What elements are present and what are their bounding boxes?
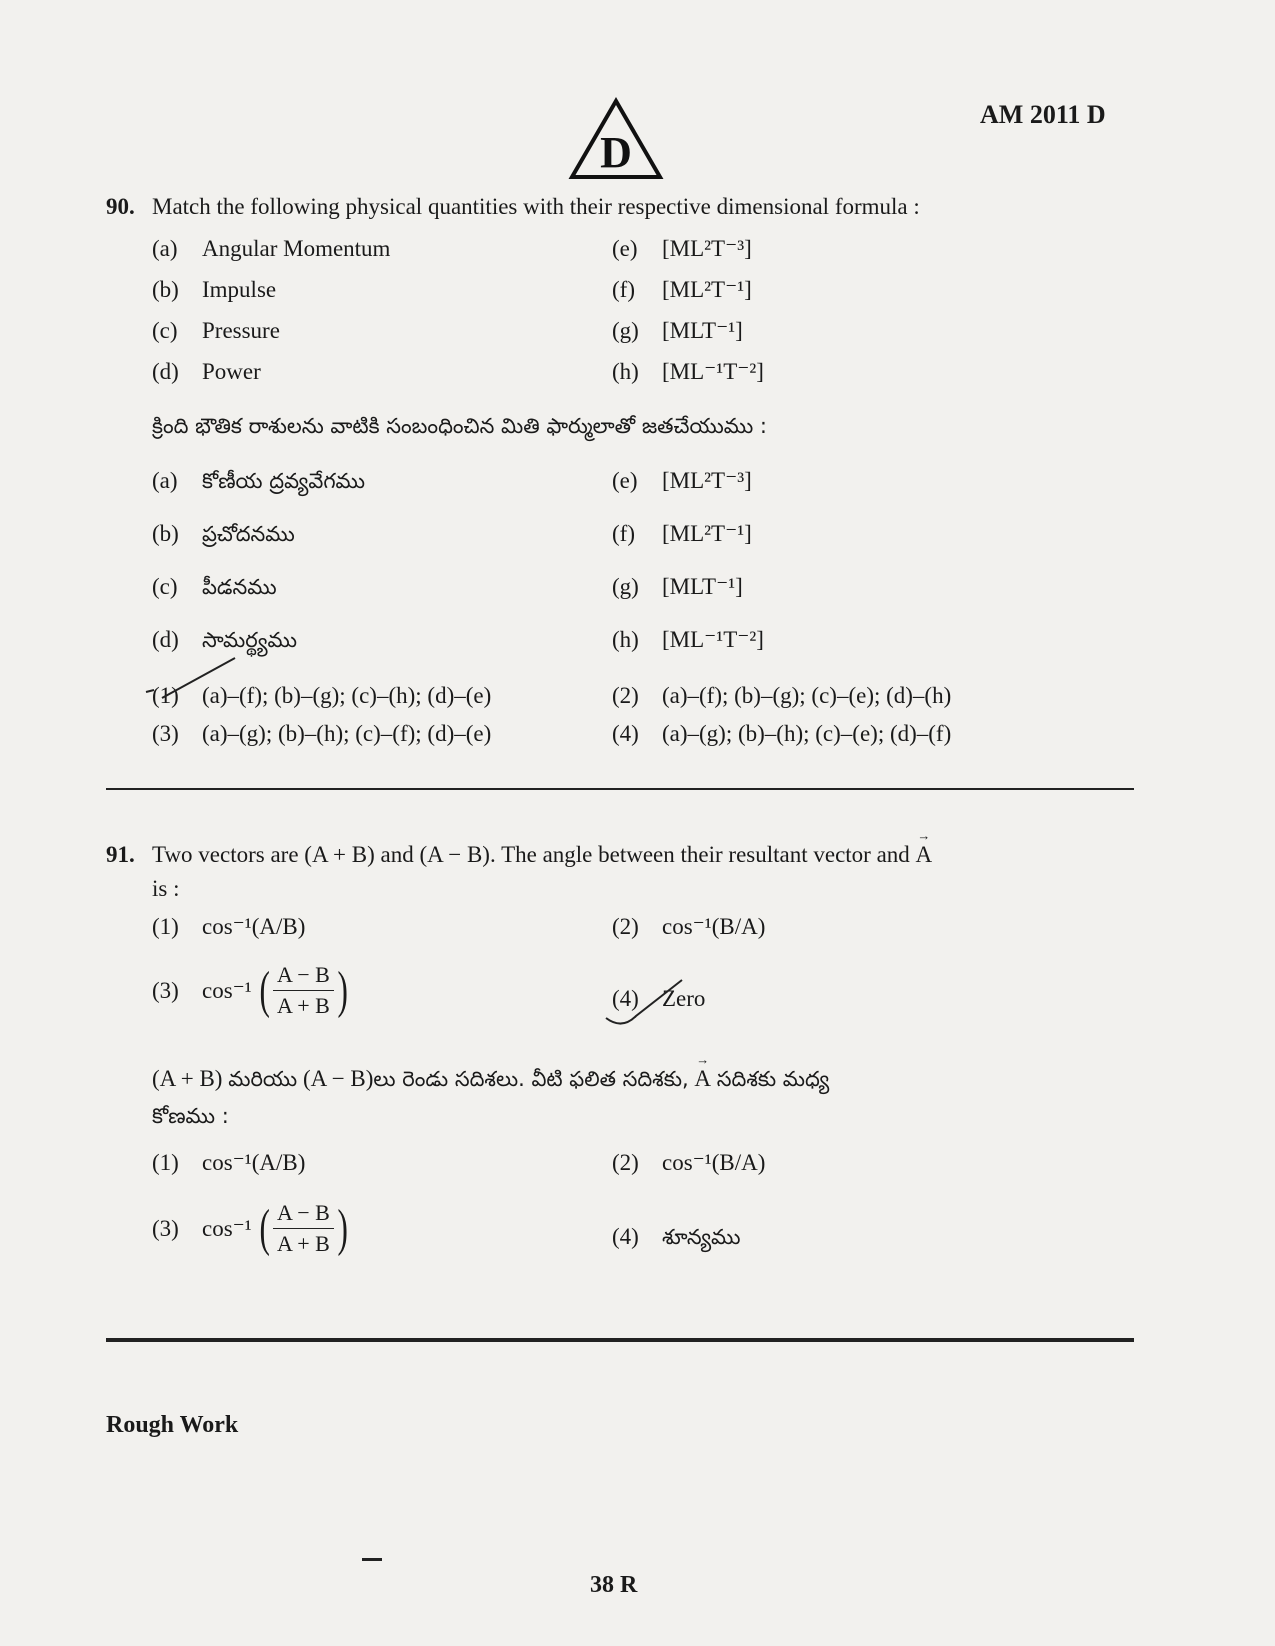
fraction: ( $\frac{A - B}{A + B}$ ) xyxy=(259,1199,348,1257)
q90-right-te-e: (e) [ML²T⁻³] xyxy=(612,468,752,493)
series-letter: D xyxy=(600,128,632,177)
q90-right-te-g: (g) [MLT⁻¹] xyxy=(612,574,743,599)
q91-te-option-1[interactable]: (1) cos⁻¹(A/B) xyxy=(152,1150,306,1175)
q90-right-g: (g) [MLT⁻¹] xyxy=(612,318,743,343)
q90-left-b: (b) Impulse xyxy=(152,277,277,302)
dash-mark xyxy=(362,1558,382,1561)
q91-te-option-4[interactable]: (4) శూన్యము xyxy=(612,1224,741,1249)
q91-te-option-2[interactable]: (2) cos⁻¹(B/A) xyxy=(612,1150,766,1175)
q90-left-te-d: (d) సామర్థ్యము xyxy=(152,627,298,652)
page-number: 38 R xyxy=(590,1572,638,1598)
q91-number: 91. xyxy=(106,842,135,867)
vector-sum: (A + B) xyxy=(304,842,375,867)
vector-diff: (A − B) xyxy=(419,842,490,867)
q90-right-e: (e) [ML²T⁻³] xyxy=(612,236,752,261)
q91-option-2[interactable]: (2) cos⁻¹(B/A) xyxy=(612,914,766,939)
q91-option-1[interactable]: (1) cos⁻¹(A/B) xyxy=(152,914,306,939)
q91-te-option-3[interactable]: (3) cos⁻¹ ( $\frac{A - B}{A + B}$ ) xyxy=(152,1200,351,1257)
footer-divider xyxy=(106,1338,1134,1342)
q91-option-4[interactable]: (4) Zero xyxy=(612,986,706,1011)
pen-mark-icon xyxy=(602,972,712,1034)
q90-number: 90. xyxy=(106,194,135,219)
triangle-icon xyxy=(568,97,664,181)
q90-option-2[interactable]: (2) (a)–(f); (b)–(g); (c)–(e); (d)–(h) xyxy=(612,683,952,708)
q90-option-3[interactable]: (3) (a)–(g); (b)–(h); (c)–(f); (d)–(e) xyxy=(152,721,492,746)
section-divider xyxy=(106,788,1134,790)
q90-left-c: (c) Pressure xyxy=(152,318,280,343)
q91-option-3[interactable]: (3) cos⁻¹ ( $\frac{A - B}{A + B}$ ) xyxy=(152,962,351,1019)
q90-left-a: (a) Angular Momentum xyxy=(152,236,391,261)
q91-text-en-end: is : xyxy=(152,876,180,901)
q90-right-f: (f) [ML²T⁻¹] xyxy=(612,277,752,302)
q90-option-1[interactable]: (1) (a)–(f); (b)–(g); (c)–(h); (d)–(e) xyxy=(152,683,492,708)
q90-left-d: (d) Power xyxy=(152,359,261,384)
q90-right-te-f: (f) [ML²T⁻¹] xyxy=(612,521,752,546)
q90-left-te-b: (b) ప్రచోదనము xyxy=(152,521,295,546)
series-badge xyxy=(568,97,664,181)
q91-text-te: (A + B) మరియు (A − B)లు రెండు సదిశలు. వీటి ఫలిత సదిశకు, → A సదిశకు మధ్య xyxy=(152,1066,829,1097)
q90-right-te-h: (h) [ML⁻¹T⁻²] xyxy=(612,627,764,652)
booklet-code: AM 2011 D xyxy=(980,100,1106,129)
q90-left-te-c: (c) పీడనము xyxy=(152,574,277,599)
q90-option-4[interactable]: (4) (a)–(g); (b)–(h); (c)–(e); (d)–(f) xyxy=(612,721,952,746)
q91-text-te-end: కోణము : xyxy=(152,1104,229,1128)
q90-text-en: Match the following physical quantities with their respective dimensional formula : xyxy=(152,194,920,219)
q90-text-te: క్రింది భౌతిక రాశులను వాటికి సంబంధించిన మితి ఫార్ములాతో జతచేయుము : xyxy=(152,414,767,438)
q91-text-en: Two vectors are (A + B) and (A − B). The angle between their resultant vector and → A xyxy=(152,842,932,868)
rough-work-label: Rough Work xyxy=(106,1412,239,1438)
vector-a: → A xyxy=(916,842,933,868)
q90-right-h: (h) [ML⁻¹T⁻²] xyxy=(612,359,764,384)
pen-mark-icon xyxy=(140,650,250,710)
q90-left-te-a: (a) కోణీయ ద్రవ్యవేగము xyxy=(152,468,366,493)
fraction: ( $\frac{A - B}{A + B}$ ) xyxy=(259,961,348,1019)
